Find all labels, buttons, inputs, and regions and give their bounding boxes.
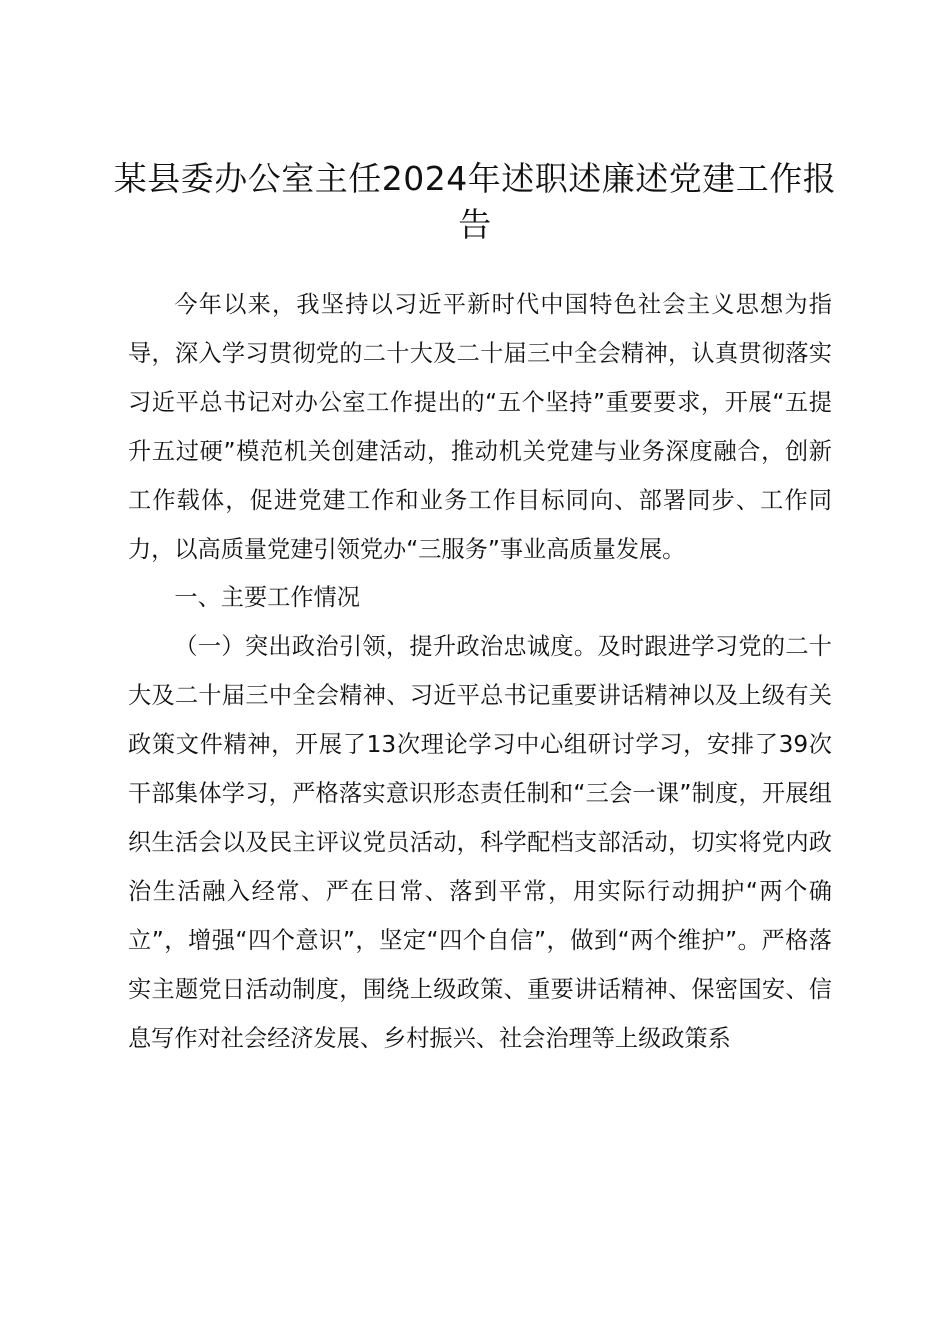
body-paragraph: （一）突出政治引领，提升政治忠诚度。及时跟进学习党的二十大及二十届三中全会精神、习近平总书记重要讲话精神以及上级有关政策文件精神，开展了13次理论学习中心组研讨学习，安排了39次干部集体学习，严格落实意识形态责任制和“三会一课”制度，开展组织生活会以及民主评议党员活动，科学配档支部活动，切实将党内政治生活融入经常、严在日常、落到平常，用实际行动拥护“两个确立”，增强“四个意识”，坚定“四个自信”，做到“两个维护”。严格落实主题党日活动制度，围绕上级政策、重要讲话精神、保密国安、信息写作对社会经济发展、乡村振兴、社会治理等上级政策系 bbox=[128, 633, 832, 1052]
document-body bbox=[128, 281, 832, 1064]
document-title: 某县委办公室主任2024年述职述廉述党建工作报告 bbox=[113, 159, 837, 244]
intro-paragraph: 今年以来，我坚持以习近平新时代中国特色社会主义思想为指导，深入学习贯彻党的二十大及二十届三中全会精神，认真贯彻落实习近平总书记对办公室工作提出的“五个坚持”重要要求，开展“五提升五过硬”模范机关创建活动，推动机关党建与业务深度融合，创新工作载体，促进党建工作和业务工作目标同向、部署同步、工作同力，以高质量党建引领党办“三服务”事业高质量发展。 bbox=[128, 291, 832, 563]
section-heading: 一、主要工作情况 bbox=[174, 584, 360, 612]
